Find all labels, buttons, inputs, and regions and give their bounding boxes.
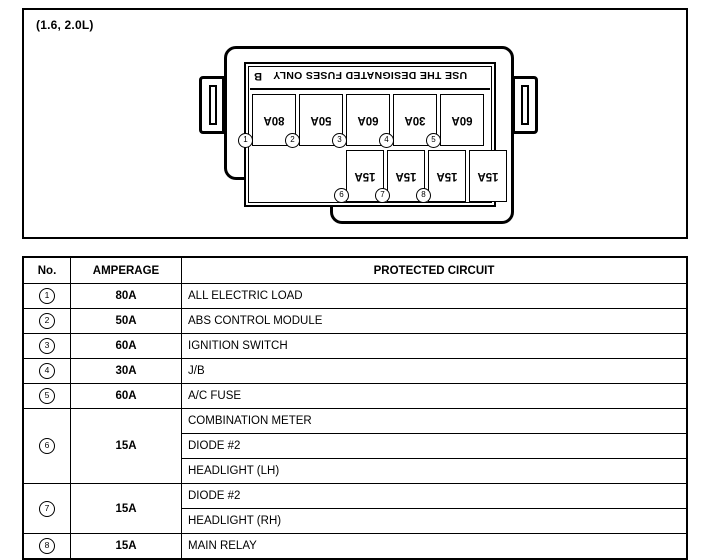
row-circuit-cell: A/C FUSE bbox=[182, 384, 688, 409]
fuse-box-illustration bbox=[194, 38, 544, 228]
row-circuit-cell: J/B bbox=[182, 359, 688, 384]
fuse-number-2: 2 bbox=[285, 133, 300, 148]
engine-displacement-label: (1.6, 2.0L) bbox=[36, 18, 94, 32]
fuse-cell-1-amp: 80A bbox=[263, 114, 285, 126]
diagram-panel bbox=[22, 8, 688, 239]
mounting-tab-right bbox=[512, 76, 538, 134]
row-circuit-cell: IGNITION SWITCH bbox=[182, 334, 688, 359]
row-amperage-cell: 15A bbox=[71, 484, 182, 534]
fuse-cell-9-amp: 15A bbox=[477, 170, 499, 182]
row-amperage-cell: 50A bbox=[71, 309, 182, 334]
row-number-badge: 3 bbox=[39, 338, 55, 354]
fuse-cell-3-amp: 60A bbox=[357, 114, 379, 126]
fuse-number-4: 4 bbox=[379, 133, 394, 148]
table-row bbox=[23, 334, 687, 359]
row-number-badge: 6 bbox=[39, 438, 55, 454]
fuse-cell-4-amp: 30A bbox=[404, 114, 426, 126]
row-circuit-cell: MAIN RELAY bbox=[182, 534, 688, 560]
fuse-number-3: 3 bbox=[332, 133, 347, 148]
fuse-number-5: 5 bbox=[426, 133, 441, 148]
header-protected-circuit: PROTECTED CIRCUIT bbox=[182, 257, 688, 284]
row-number-cell bbox=[23, 384, 71, 409]
mounting-slot-left bbox=[209, 85, 217, 125]
fuse-number-1: 1 bbox=[238, 133, 253, 148]
row-amperage-cell: 60A bbox=[71, 334, 182, 359]
fuse-cell-8-amp: 15A bbox=[436, 170, 458, 182]
fuse-cell-6-amp: 15A bbox=[354, 170, 376, 182]
row-circuit-cell: HEADLIGHT (RH) bbox=[182, 509, 688, 534]
banner-letter-b: B bbox=[254, 70, 262, 82]
fuse-specification-table bbox=[22, 256, 688, 560]
row-number-cell bbox=[23, 534, 71, 560]
row-amperage-cell: 15A bbox=[71, 409, 182, 484]
row-amperage-cell: 60A bbox=[71, 384, 182, 409]
row-number-cell bbox=[23, 284, 71, 309]
row-number-cell bbox=[23, 359, 71, 384]
fuse-number-7: 7 bbox=[375, 188, 390, 203]
row-circuit-cell: DIODE #2 bbox=[182, 484, 688, 509]
fuse-cell-5-amp: 60A bbox=[451, 114, 473, 126]
row-circuit-cell: HEADLIGHT (LH) bbox=[182, 459, 688, 484]
row-amperage-cell: 80A bbox=[71, 284, 182, 309]
table-row bbox=[23, 359, 687, 384]
row-circuit-cell: ABS CONTROL MODULE bbox=[182, 309, 688, 334]
fuse-cell-9 bbox=[469, 150, 507, 202]
mounting-slot-right bbox=[521, 85, 529, 125]
fuse-number-8: 8 bbox=[416, 188, 431, 203]
table-row bbox=[23, 534, 687, 560]
row-amperage-cell: 30A bbox=[71, 359, 182, 384]
row-number-cell bbox=[23, 309, 71, 334]
row-number-cell bbox=[23, 484, 71, 534]
row-number-badge: 1 bbox=[39, 288, 55, 304]
row-number-badge: 7 bbox=[39, 501, 55, 517]
table-row bbox=[23, 284, 687, 309]
designated-fuses-banner-text: USE THE DESIGNATED FUSES ONLY bbox=[272, 69, 468, 81]
fuse-cell-8 bbox=[428, 150, 466, 202]
row-circuit-cell: COMBINATION METER bbox=[182, 409, 688, 434]
fuse-cell-7-amp: 15A bbox=[395, 170, 417, 182]
mounting-tab-left bbox=[199, 76, 225, 134]
table-row bbox=[23, 409, 687, 434]
row-number-badge: 5 bbox=[39, 388, 55, 404]
table-header-row bbox=[23, 257, 687, 284]
row-number-badge: 8 bbox=[39, 538, 55, 554]
row-number-cell bbox=[23, 409, 71, 484]
table-row bbox=[23, 309, 687, 334]
row-circuit-cell: DIODE #2 bbox=[182, 434, 688, 459]
fuse-number-6: 6 bbox=[334, 188, 349, 203]
row-number-badge: 2 bbox=[39, 313, 55, 329]
row-number-badge: 4 bbox=[39, 363, 55, 379]
row-amperage-cell: 15A bbox=[71, 534, 182, 560]
header-amperage: AMPERAGE bbox=[71, 257, 182, 284]
row-number-cell bbox=[23, 334, 71, 359]
designated-fuses-banner bbox=[250, 68, 490, 90]
table-row bbox=[23, 384, 687, 409]
fuse-specification-table-wrapper bbox=[22, 256, 688, 560]
fuse-cell-5 bbox=[440, 94, 484, 146]
table-row bbox=[23, 484, 687, 509]
header-no: No. bbox=[23, 257, 71, 284]
row-circuit-cell: ALL ELECTRIC LOAD bbox=[182, 284, 688, 309]
fuse-cell-2-amp: 50A bbox=[310, 114, 332, 126]
